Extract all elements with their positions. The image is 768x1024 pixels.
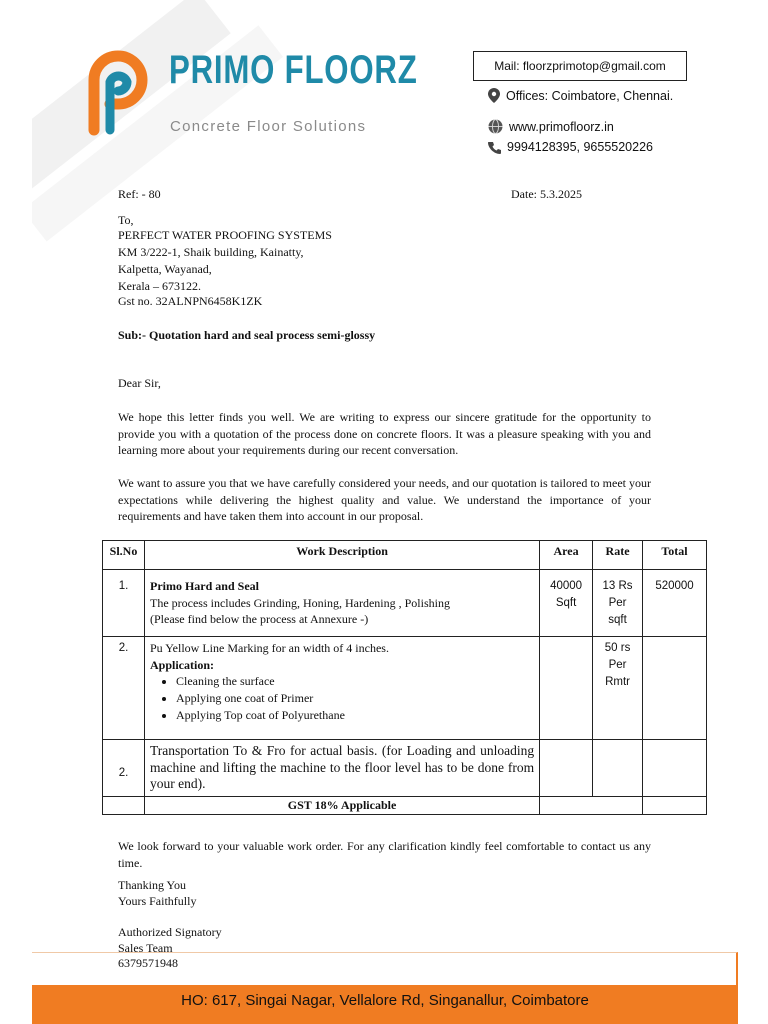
header-slno: Sl.No	[103, 541, 145, 570]
address-line: PERFECT WATER PROOFING SYSTEMS	[118, 228, 332, 242]
signatory-team: Sales Team	[118, 941, 173, 955]
ref-number: Ref: - 80	[118, 187, 161, 201]
header-total: Total	[643, 541, 707, 570]
row-description: Transportation To & Fro for actual basis. (for Loading and unloading machine and lifting the machine to the floor level has to be done from your end).	[144, 740, 539, 797]
rate-unit: sqft	[608, 614, 627, 626]
phone-line	[488, 140, 653, 154]
assurance-paragraph: We want to assure you that we have carefully considered your needs, and our quotation is tailored to meet your expectations while delivering the highest quality and value. We understand the importance of your requirements and have taken them into account in our proposal.	[118, 476, 651, 523]
gst-number: Gst no. 32ALNPN6458K1ZK	[118, 294, 263, 308]
row-area	[540, 570, 593, 637]
row-rate	[593, 637, 643, 740]
row-area	[540, 740, 593, 797]
row-rate	[593, 570, 643, 637]
offices-text: Offices: Coimbatore, Chennai.	[506, 88, 674, 103]
gst-note: GST 18% Applicable	[144, 796, 539, 814]
row-slno: 2.	[103, 740, 145, 797]
website-line	[488, 119, 614, 134]
row-description	[144, 570, 539, 637]
thanks-line: Thanking You	[118, 878, 187, 892]
phone-text: 9994128395, 9655520226	[507, 140, 653, 154]
row-total	[643, 637, 707, 740]
rate-unit: Rmtr	[605, 676, 630, 688]
letter-date: Date: 5.3.2025	[511, 187, 582, 201]
header-rate: Rate	[593, 541, 643, 570]
closing-paragraph: We look forward to your valuable work order. For any clarification kindly feel comfortable to contact us any time.	[118, 839, 651, 870]
row-slno: 1.	[103, 570, 145, 637]
intro-paragraph: We hope this letter finds you well. We are writing to express our sincere gratitude for the opportunity to provide you with a quotation of the process done on concrete floors. It was a pleasure speaking with you and learning more about your requirements during our recent conversation.	[118, 410, 651, 457]
globe-icon	[488, 119, 503, 134]
address-line: Kerala – 673122.	[118, 279, 201, 293]
gst-empty-cell	[540, 796, 643, 814]
to-label: To,	[118, 213, 134, 227]
address-line: Kalpetta, Wayanad,	[118, 262, 212, 276]
letterhead-page	[32, 0, 738, 1024]
location-pin-icon	[488, 88, 500, 103]
rate-per: Per	[608, 597, 627, 609]
header-work-description: Work Description	[144, 541, 539, 570]
row-total	[643, 740, 707, 797]
item-detail: The process includes Grinding, Honing, Hardening , Polishing	[149, 595, 450, 610]
header-area: Area	[540, 541, 593, 570]
quotation-table	[102, 540, 707, 815]
area-value: 40000	[550, 580, 583, 592]
greeting: Dear Sir,	[118, 376, 161, 390]
gst-empty-cell	[103, 796, 145, 814]
list-item: • Cleaning the surface	[176, 673, 534, 690]
signatory-phone: 6379571948	[118, 956, 178, 970]
row-rate	[593, 740, 643, 797]
row-description	[144, 637, 539, 740]
row-slno: 2.	[103, 637, 145, 740]
table-row	[103, 637, 707, 740]
rate-value: 13 Rs	[602, 580, 633, 592]
signatory-title: Authorized Signatory	[118, 925, 222, 939]
rate-per: Per	[608, 659, 627, 671]
gst-empty-cell	[643, 796, 707, 814]
offices-line	[488, 88, 673, 103]
row-total: 520000	[643, 570, 707, 637]
gst-row	[103, 796, 707, 814]
phone-icon	[488, 141, 501, 154]
application-label: Application:	[149, 657, 214, 672]
address-line: KM 3/222-1, Shaik building, Kainatty,	[118, 245, 304, 259]
footer-address: HO: 617, Singai Nagar, Vellalore Rd, Singanallur, Coimbatore	[32, 985, 738, 1024]
list-item: • Applying Top coat of Polyurethane	[176, 707, 534, 724]
table-row	[103, 570, 707, 637]
area-unit: Sqft	[555, 597, 577, 609]
table-header-row	[103, 541, 707, 570]
item-detail: Pu Yellow Line Marking for an width of 4 inches.	[149, 641, 389, 655]
list-item: • Applying one coat of Primer	[176, 690, 534, 707]
table-row	[103, 740, 707, 797]
item-title: Primo Hard and Seal	[149, 579, 259, 593]
brand-tagline: Concrete Floor Solutions	[170, 118, 367, 135]
yours-faithfully: Yours Faithfully	[118, 894, 197, 908]
rate-value: 50 rs	[604, 642, 631, 654]
website-text[interactable]: www.primofloorz.in	[509, 119, 614, 134]
subject-line: Sub:- Quotation hard and seal process semi-glossy	[118, 328, 376, 342]
application-steps	[150, 673, 534, 724]
footer-divider	[32, 952, 738, 985]
mail-box: Mail: floorzprimotop@gmail.com	[473, 51, 687, 81]
item-note: (Please find below the process at Annexure -)	[149, 612, 369, 626]
brand-name: PRIMO FLOORZ	[169, 48, 418, 92]
primo-logo-icon	[84, 50, 154, 136]
row-area	[540, 637, 593, 740]
